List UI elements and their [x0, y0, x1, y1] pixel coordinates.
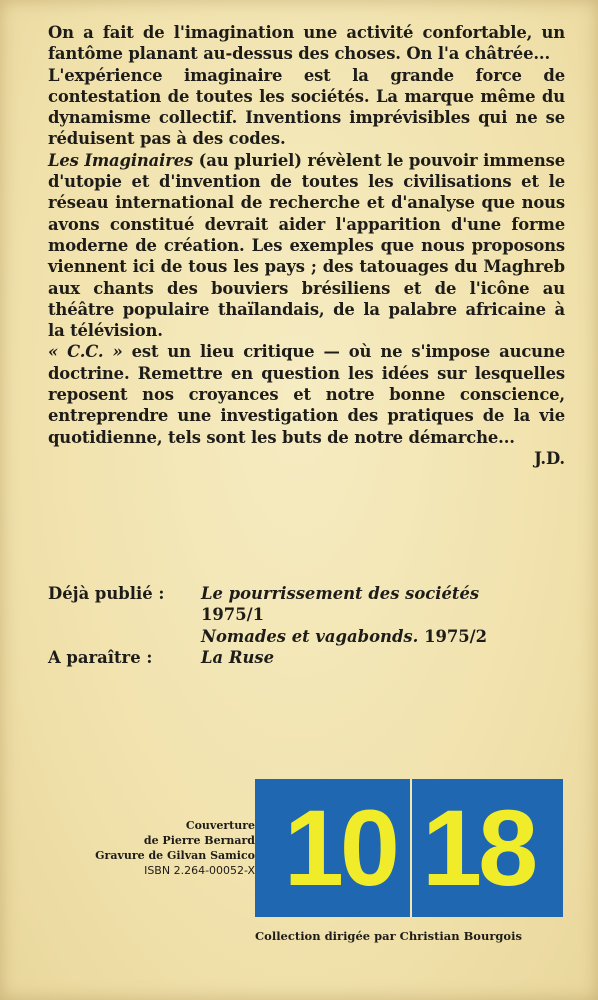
collection-credit: Collection dirigée par Christian Bourgois: [255, 929, 522, 943]
isbn: ISBN 2.264-00052-X: [144, 864, 255, 877]
upcoming: [48, 647, 568, 668]
signature: J.D.: [534, 448, 565, 468]
publication-list: [48, 583, 568, 668]
blurb-paragraph-2: L'expérience imaginaire est la grande force de contestation de toutes les sociétés. La marque même du dynamisme collectif. Inventions imprévisibles qui ne se réduisent pas à des codes.: [48, 65, 565, 149]
logo-divider: [410, 779, 412, 917]
cover-credits: Couverture de Pierre Bernard Gravure de Gilvan Samico ISBN 2.264-00052-X: [35, 818, 255, 878]
upcoming-label: A paraître :: [48, 647, 153, 667]
upcoming-item: La Ruse: [201, 647, 275, 667]
logo-number-18: 18: [422, 787, 535, 908]
series-abbrev: « C.C. »: [48, 342, 123, 362]
logo-number-10: 10: [283, 787, 396, 908]
already-published: [48, 583, 568, 647]
publisher-logo-10-18: [255, 779, 563, 917]
published-item-year: 1975/1: [201, 605, 265, 625]
blurb-paragraph-3: Les Imaginaires (au pluriel) révèlent le pouvoir immense d'utopie et d'invention de toutes les civilisations et le réseau international de recherche et d'analyse que nous avons constitué devrait aider l'apparition d'une forme moderne de création. Les exemples que nous proposons viennent ici de tous les pays ; des tatouages du Maghreb aux chants des bouviers brésiliens et de l'icône au théâtre populaire thaïlandais, de la palabre africaine à la télévision.: [48, 150, 565, 341]
published-item: Le pourrissement des sociétés: [201, 584, 480, 603]
blurb-paragraph-1: On a fait de l'imagination une activité confortable, un fantôme planant au-dessus des choses. On l'a châtrée...: [48, 23, 565, 64]
series-title: Les Imaginaires: [48, 150, 194, 170]
published-item: Nomades et vagabonds. 1975/2: [201, 626, 488, 646]
already-published-label: Déjà publié :: [48, 584, 165, 603]
back-cover-blurb: [48, 22, 565, 469]
blurb-paragraph-4: « C.C. » est un lieu critique — où ne s'impose aucune doctrine. Remettre en question les idées sur lesquelles reposent nos croyances et notre bonne conscience, entreprendre une investigation des pratiques de la vie quotidienne, tels sont les buts de notre démarche...: [48, 342, 565, 447]
